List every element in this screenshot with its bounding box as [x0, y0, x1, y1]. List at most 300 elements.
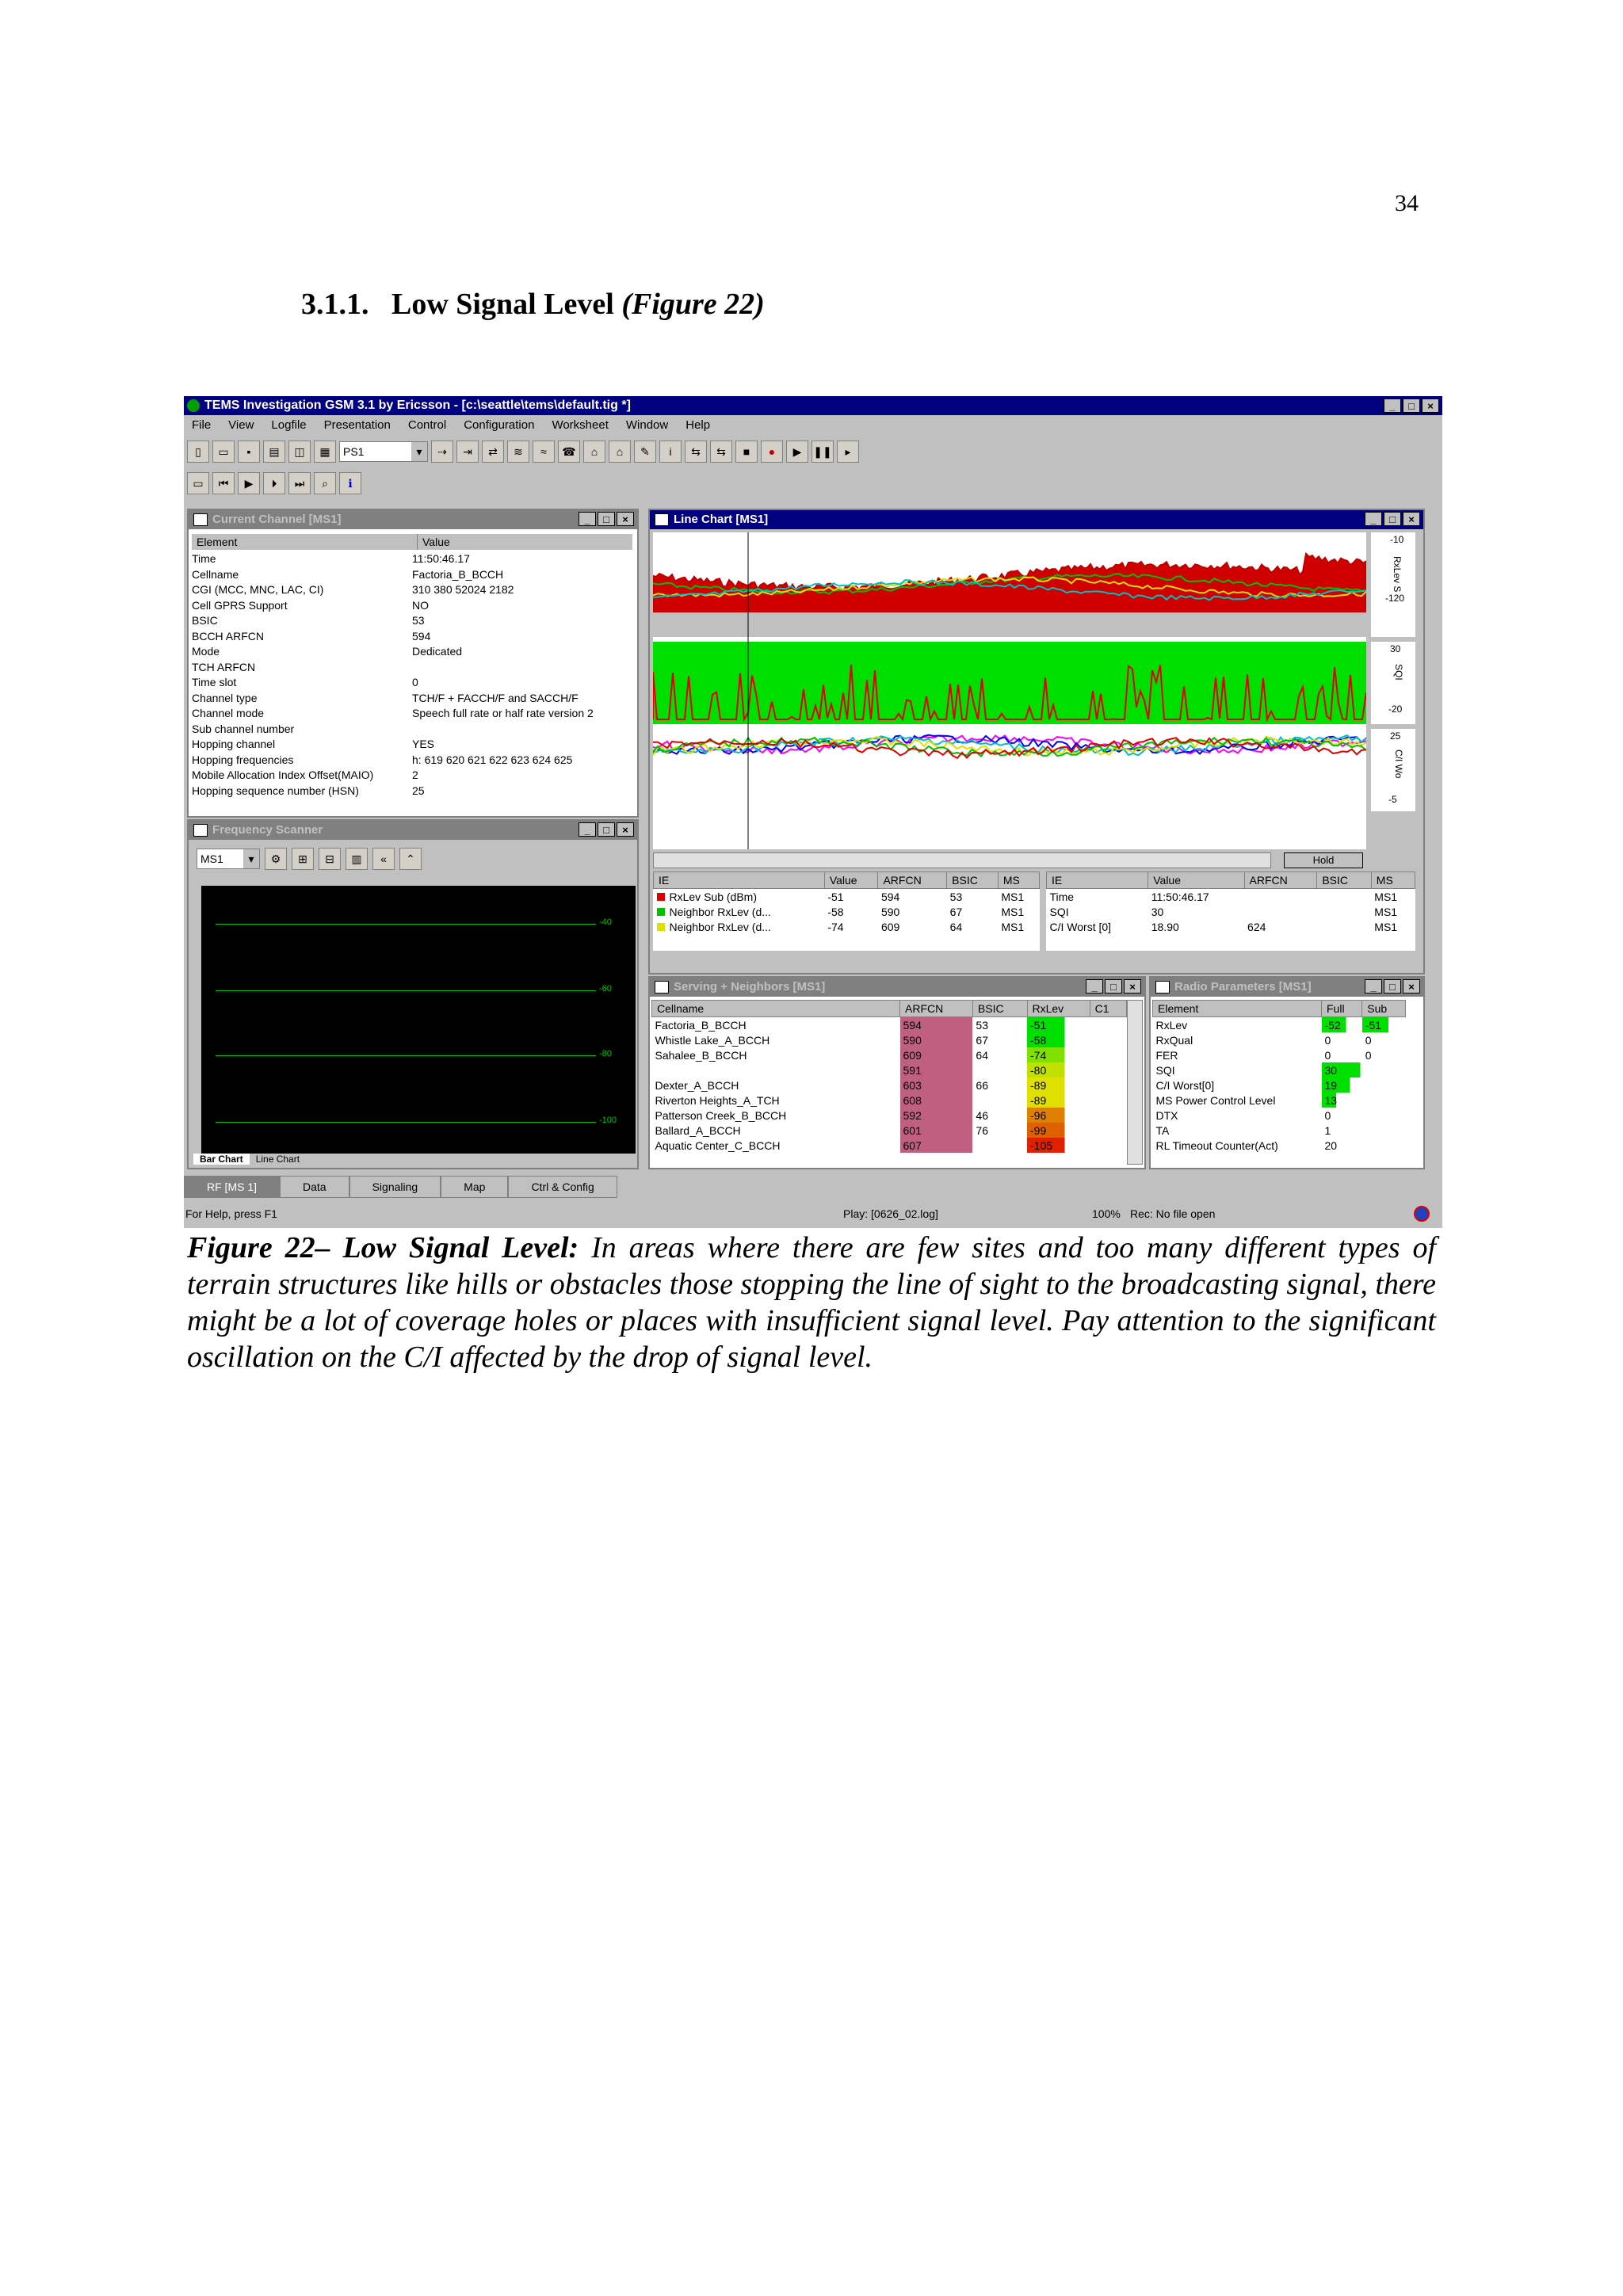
cell-arfcn: 594 — [900, 1017, 973, 1033]
minimize-button[interactable]: _ — [1384, 399, 1401, 413]
table-row[interactable] — [192, 753, 594, 769]
line-chart-title: Line Chart [MS1] — [674, 513, 769, 526]
legend-row[interactable] — [1047, 904, 1415, 919]
cell-name: Sahalee_B_BCCH — [655, 1048, 747, 1062]
row-element: Mode — [192, 645, 220, 658]
legend-row[interactable] — [654, 919, 1040, 934]
cell-name: Ballard_A_BCCH — [655, 1123, 741, 1137]
column-header-value[interactable]: Value — [824, 872, 878, 889]
current-channel-rows — [192, 551, 594, 799]
row-element: Mobile Allocation Index Offset(MAIO) — [192, 769, 374, 781]
fast-forward-icon[interactable]: ⏭ — [288, 472, 311, 494]
status-play: Play: [0626_02.log] — [843, 1207, 938, 1220]
column-header-bsic[interactable]: BSIC — [947, 872, 999, 889]
column-header-cellname[interactable]: Cellname — [652, 1001, 900, 1017]
table-row[interactable] — [192, 660, 594, 676]
page-number: 34 — [1395, 190, 1419, 216]
status-help: For Help, press F1 — [185, 1207, 277, 1220]
menu-bar — [184, 415, 1442, 434]
table-row[interactable] — [1153, 1108, 1406, 1123]
info-icon[interactable]: i — [659, 441, 682, 463]
param-name: RxQual — [1155, 1033, 1193, 1047]
menu-file[interactable]: File — [192, 418, 212, 432]
maximize-button[interactable]: □ — [1403, 399, 1420, 413]
close-button[interactable]: × — [617, 512, 634, 526]
table-row[interactable] — [192, 784, 594, 799]
ci-axis-label: C/I Wo — [1393, 749, 1404, 779]
sqi-axis-top: 30 — [1390, 643, 1401, 654]
cell-rxlev: -58 — [1027, 1032, 1090, 1047]
print-icon[interactable]: ▤ — [263, 441, 285, 463]
table-row[interactable] — [1153, 1138, 1406, 1153]
param-full: 1 — [1324, 1123, 1331, 1137]
menu-window[interactable]: Window — [625, 418, 669, 432]
row-element: Time slot — [192, 676, 237, 688]
param-sub — [1362, 1062, 1406, 1077]
menu-worksheet[interactable]: Worksheet — [552, 418, 609, 432]
maximize-button[interactable]: □ — [1105, 979, 1122, 994]
legend-ie — [1047, 889, 1148, 905]
tab-line-chart[interactable]: Line Chart — [255, 1154, 300, 1165]
legend-ms: MS1 — [1001, 890, 1025, 903]
figure-caption — [187, 1230, 1436, 1375]
swap-icon[interactable]: ⇄ — [482, 441, 504, 463]
table-row[interactable] — [192, 706, 594, 722]
legend-bsic — [1317, 889, 1371, 905]
current-channel-titlebar[interactable] — [189, 510, 637, 529]
cell-name — [652, 1062, 900, 1077]
list-item[interactable] — [652, 1077, 1127, 1093]
table-row[interactable] — [192, 567, 594, 583]
cell-arfcn: 603 — [900, 1077, 973, 1093]
legend-arfcn: 590 — [880, 905, 900, 918]
radio-parameters-titlebar[interactable] — [1151, 978, 1423, 997]
line-chart-legend-right — [1046, 871, 1415, 951]
cell-bsic: 46 — [976, 1108, 988, 1122]
legend-ie — [654, 919, 825, 934]
phone-icon[interactable]: ☎ — [558, 441, 580, 463]
column-header-arfcn[interactable]: ARFCN — [900, 1001, 973, 1017]
print-preview-icon[interactable]: ◫ — [288, 441, 311, 463]
row-element: Cellname — [192, 567, 239, 581]
legend-arfcn: 624 — [1247, 920, 1266, 933]
list-item[interactable] — [652, 1138, 1127, 1153]
legend-ie — [1047, 919, 1148, 934]
row-element: Time — [192, 552, 216, 565]
sqi-axis-label: SQI — [1393, 664, 1404, 681]
cell-bsic: 53 — [976, 1018, 988, 1032]
table-row[interactable] — [1153, 1062, 1406, 1077]
menu-logfile[interactable]: Logfile — [271, 418, 307, 432]
maximize-button[interactable]: □ — [598, 512, 615, 526]
minimize-button[interactable]: _ — [579, 822, 596, 837]
legend-ie-text: SQI — [1049, 905, 1069, 918]
app-screenshot — [184, 396, 1442, 1228]
param-full: 20 — [1324, 1138, 1338, 1152]
column-header-ms[interactable]: MS — [1371, 872, 1415, 889]
minimize-button[interactable]: _ — [1365, 512, 1382, 526]
scanner-plot-area — [201, 886, 636, 1154]
column-header-c1[interactable]: C1 — [1090, 1001, 1126, 1017]
rxlev-axis-label: RxLev S — [1392, 556, 1403, 593]
row-value: 0 — [412, 676, 418, 688]
table-row[interactable] — [192, 613, 594, 629]
double-chevron-left-icon[interactable]: « — [372, 848, 395, 870]
cell-name: Riverton Heights_A_TCH — [655, 1093, 780, 1107]
section-heading — [301, 287, 765, 322]
param-sub: -51 — [1362, 1017, 1406, 1033]
line-chart-scrollbar[interactable] — [653, 852, 1271, 868]
cell-c1 — [1090, 1047, 1126, 1062]
cell-name: Factoria_B_BCCH — [655, 1018, 747, 1032]
param-sub — [1362, 1077, 1406, 1093]
column-header-ie[interactable]: IE — [1047, 872, 1148, 889]
param-sub — [1362, 1123, 1406, 1138]
cell-name: Dexter_A_BCCH — [655, 1078, 739, 1092]
cell-rxlev: -80 — [1027, 1062, 1090, 1077]
list-item[interactable] — [652, 1123, 1127, 1138]
scan-icon[interactable]: ≋ — [507, 441, 529, 463]
table-row[interactable] — [192, 582, 594, 598]
table-row[interactable] — [192, 629, 594, 645]
minimize-button[interactable]: _ — [579, 512, 596, 526]
level-gridline — [216, 1055, 596, 1056]
chevron-down-icon[interactable]: ▾ — [411, 442, 427, 461]
tab-map[interactable]: Map — [441, 1176, 508, 1198]
row-value: 310 380 52024 2182 — [412, 583, 514, 596]
table-row[interactable] — [192, 768, 594, 784]
double-chevron-up-icon[interactable]: ⌃ — [399, 848, 422, 870]
line-chart-window — [648, 509, 1425, 974]
table-row[interactable] — [1153, 1093, 1406, 1108]
table-row[interactable] — [1153, 1123, 1406, 1138]
scanner-zoom-out-icon[interactable]: ⊟ — [319, 848, 341, 870]
new-file-icon[interactable]: ▯ — [187, 441, 209, 463]
column-header-bsic[interactable]: BSIC — [1317, 872, 1371, 889]
scanner-toolbar — [197, 848, 422, 870]
param-full: 13 — [1322, 1093, 1362, 1108]
level-gridline — [216, 990, 596, 991]
step-forward-icon[interactable]: ⏵ — [263, 472, 285, 494]
row-element: Channel mode — [192, 707, 265, 719]
column-header-value[interactable]: Value — [1148, 872, 1244, 889]
rxlev-axis — [1371, 532, 1415, 637]
table-row[interactable] — [192, 691, 594, 707]
row-element: Hopping frequencies — [192, 753, 294, 766]
cell-arfcn: 590 — [900, 1032, 973, 1047]
cell-arfcn: 607 — [900, 1138, 973, 1153]
list-item[interactable] — [652, 1108, 1127, 1123]
status-zoom: 100% — [1092, 1207, 1121, 1220]
unlock-icon[interactable]: ⌂ — [609, 441, 631, 463]
param-full: 30 — [1322, 1062, 1362, 1077]
heading-text: Low Signal Level — [391, 288, 614, 321]
ci-axis-bottom: -5 — [1388, 794, 1397, 805]
column-header-arfcn[interactable]: ARFCN — [878, 872, 947, 889]
level-label: -80 — [599, 1049, 612, 1058]
frequency-scanner-window — [187, 819, 639, 1169]
param-sub — [1362, 1138, 1406, 1153]
row-value: 11:50:46.17 — [412, 552, 470, 565]
menu-control[interactable]: Control — [407, 418, 447, 432]
cell-rxlev: -105 — [1027, 1138, 1090, 1153]
row-value: TCH/F + FACCH/F and SACCH/F — [412, 691, 579, 704]
cell-rxlev: -89 — [1027, 1093, 1090, 1108]
lock-icon[interactable]: ⌂ — [583, 441, 605, 463]
minimize-button[interactable]: _ — [1086, 979, 1103, 994]
open-logfile-icon[interactable]: ▭ — [187, 472, 209, 494]
row-element: Channel type — [192, 691, 258, 704]
cell-arfcn: 591 — [900, 1062, 973, 1077]
play-icon[interactable]: ▶ — [786, 441, 808, 463]
legend-bsic — [1317, 919, 1371, 934]
route-icon[interactable]: ⇆ — [685, 441, 707, 463]
param-full: 19 — [1322, 1077, 1362, 1093]
legend-arfcn — [1244, 904, 1317, 919]
cell-arfcn: 601 — [900, 1123, 973, 1138]
table-row[interactable] — [1153, 1047, 1406, 1062]
cell-arfcn: 608 — [900, 1093, 973, 1108]
column-header-bsic[interactable]: BSIC — [972, 1001, 1027, 1017]
list-item[interactable] — [652, 1062, 1127, 1077]
bar-chart-icon[interactable]: ▥ — [346, 848, 368, 870]
current-channel-window — [187, 509, 639, 818]
pause-icon[interactable]: ❚❚ — [812, 441, 834, 463]
cell-rxlev: -74 — [1027, 1047, 1090, 1062]
series-swatch — [657, 893, 665, 901]
scanner-ms-combo[interactable] — [197, 849, 260, 869]
about-icon[interactable]: ℹ — [339, 472, 361, 494]
row-element: CGI (MCC, MNC, LAC, CI) — [192, 583, 324, 596]
frequency-scanner-titlebar[interactable] — [189, 821, 637, 840]
close-button[interactable]: × — [1124, 979, 1141, 994]
legend-row[interactable] — [654, 889, 1040, 905]
legend-ms: MS1 — [1001, 920, 1025, 933]
cell-rxlev: -99 — [1027, 1123, 1090, 1138]
level-label: -60 — [599, 984, 612, 994]
param-full: 0 — [1324, 1108, 1331, 1122]
main-toolbar — [187, 437, 859, 466]
param-name: FER — [1155, 1048, 1178, 1062]
row-element: Hopping sequence number (HSN) — [192, 784, 359, 797]
table-icon — [193, 513, 208, 526]
legend-value: -74 — [827, 920, 844, 933]
heading-number: 3.1.1. — [301, 288, 369, 321]
legend-ie-text: Time — [1049, 890, 1075, 903]
legend-ie-text: Neighbor RxLev (d... — [669, 920, 771, 933]
equipment-combo[interactable] — [339, 441, 428, 462]
column-header-element[interactable]: Element — [192, 534, 418, 550]
cell-bsic — [972, 1062, 1027, 1077]
row-element: Cell GPRS Support — [192, 598, 288, 612]
legend-value: -51 — [827, 890, 844, 903]
column-header-rxlev[interactable]: RxLev — [1027, 1001, 1090, 1017]
serving-neighbors-titlebar[interactable] — [650, 978, 1144, 997]
param-name: C/I Worst[0] — [1155, 1078, 1215, 1092]
column-header-value[interactable]: Value — [422, 536, 450, 548]
param-sub — [1362, 1108, 1406, 1123]
table-row[interactable] — [1153, 1077, 1406, 1093]
column-header-ms[interactable]: MS — [998, 872, 1039, 889]
line-chart-plots — [653, 532, 1366, 849]
legend-ie-text: Neighbor RxLev (d... — [669, 905, 771, 918]
stop-icon[interactable]: ■ — [735, 441, 758, 463]
step-icon[interactable]: ▸ — [837, 441, 859, 463]
properties-icon[interactable]: ▦ — [314, 441, 336, 463]
menu-view[interactable]: View — [228, 418, 254, 432]
heading-figure-ref: (Figure 22) — [621, 288, 765, 321]
list-item[interactable] — [652, 1047, 1127, 1062]
close-button[interactable]: × — [617, 822, 634, 837]
tab-rf[interactable]: RF [MS 1] — [184, 1176, 280, 1198]
app-titlebar[interactable] — [184, 396, 1442, 415]
table-row[interactable] — [192, 551, 594, 567]
cell-c1 — [1090, 1138, 1126, 1153]
table-row[interactable] — [1153, 1032, 1406, 1047]
cell-arfcn: 592 — [900, 1108, 973, 1123]
legend-ie-text: C/I Worst [0] — [1049, 920, 1112, 933]
close-button[interactable]: × — [1403, 979, 1420, 994]
cell-bsic: 76 — [976, 1123, 988, 1137]
close-button[interactable]: × — [1422, 399, 1439, 413]
disconnect-icon[interactable]: ⇥ — [456, 441, 479, 463]
column-header-sub[interactable]: Sub — [1362, 1001, 1406, 1017]
scanner-ms-value: MS1 — [200, 852, 223, 865]
row-value: h: 619 620 621 622 623 624 625 — [412, 753, 573, 766]
legend-row[interactable] — [1047, 889, 1415, 905]
scanner-settings-icon[interactable]: ⚙ — [265, 848, 287, 870]
globe-icon — [1414, 1206, 1430, 1222]
param-name: MS Power Control Level — [1155, 1093, 1276, 1107]
tab-ctrl-config[interactable]: Ctrl & Config — [508, 1176, 617, 1198]
cell-c1 — [1090, 1108, 1126, 1123]
cell-c1 — [1090, 1032, 1126, 1047]
row-value: 2 — [412, 769, 418, 781]
maximize-button[interactable]: □ — [1384, 512, 1401, 526]
tab-bar-chart[interactable]: Bar Chart — [193, 1154, 250, 1165]
ci-axis-top: 25 — [1390, 730, 1401, 742]
row-element: Sub channel number — [192, 722, 295, 735]
scanner-zoom-in-icon[interactable]: ⊞ — [292, 848, 314, 870]
table-row[interactable] — [1153, 1017, 1406, 1033]
chevron-down-icon[interactable]: ▾ — [243, 849, 259, 868]
column-header-element[interactable]: Element — [1153, 1001, 1322, 1017]
column-header-arfcn[interactable]: ARFCN — [1244, 872, 1317, 889]
menu-presentation[interactable]: Presentation — [323, 418, 391, 432]
chart-icon — [655, 513, 669, 526]
row-value: 25 — [412, 784, 425, 797]
rewind-icon[interactable]: ⏮ — [212, 472, 235, 494]
serving-neighbors-scrollbar[interactable] — [1127, 1000, 1143, 1165]
table-row[interactable] — [192, 737, 594, 753]
param-full: -52 — [1322, 1017, 1362, 1033]
table-row[interactable] — [192, 644, 594, 660]
column-header-full[interactable]: Full — [1322, 1001, 1362, 1017]
save-icon[interactable]: ▪ — [238, 441, 260, 463]
cell-rxlev: -96 — [1027, 1108, 1090, 1123]
row-value: YES — [412, 738, 435, 750]
legend-ms: MS1 — [1374, 905, 1398, 918]
connect-icon[interactable]: ⇢ — [431, 441, 453, 463]
hold-button[interactable]: Hold — [1284, 852, 1363, 868]
play-log-icon[interactable]: ▶ — [238, 472, 260, 494]
cell-name: Whistle Lake_A_BCCH — [655, 1033, 770, 1047]
maximize-button[interactable]: □ — [598, 822, 615, 837]
record-icon[interactable]: ● — [761, 441, 783, 463]
legend-arfcn: 594 — [880, 890, 900, 903]
legend-value: 30 — [1151, 905, 1164, 918]
legend-ms: MS1 — [1001, 905, 1025, 918]
close-button[interactable]: × — [1403, 512, 1420, 526]
cell-c1 — [1090, 1062, 1126, 1077]
menu-configuration[interactable]: Configuration — [464, 418, 535, 432]
app-title: TEMS Investigation GSM 3.1 by Ericsson - [c:\seattle\tems\default.tig *] — [204, 399, 631, 412]
frequency-scanner-title: Frequency Scanner — [212, 823, 323, 837]
search-log-icon[interactable]: ⌕ — [314, 472, 336, 494]
list-item[interactable] — [652, 1032, 1127, 1047]
line-chart-legend-left — [653, 871, 1040, 951]
param-name: RL Timeout Counter(Act) — [1155, 1138, 1278, 1152]
tab-data[interactable]: Data — [280, 1176, 349, 1198]
current-channel-header — [192, 534, 632, 550]
column-header-ie[interactable]: IE — [654, 872, 825, 889]
param-name: TA — [1155, 1123, 1170, 1137]
list-item[interactable] — [652, 1017, 1127, 1033]
open-folder-icon[interactable]: ▭ — [212, 441, 235, 463]
list-item[interactable] — [652, 1093, 1127, 1108]
legend-ms: MS1 — [1374, 920, 1398, 933]
table-row[interactable] — [192, 598, 594, 614]
menu-help[interactable]: Help — [685, 418, 711, 432]
route2-icon[interactable]: ⇆ — [710, 441, 732, 463]
cell-bsic — [972, 1093, 1027, 1108]
scan-stop-icon[interactable]: ≈ — [533, 441, 555, 463]
tab-signaling[interactable]: Signaling — [349, 1176, 441, 1198]
row-element: BSIC — [192, 614, 218, 627]
row-value: Factoria_B_BCCH — [412, 567, 504, 581]
cell-c1 — [1090, 1093, 1126, 1108]
cell-bsic: 66 — [976, 1078, 988, 1092]
param-name: SQI — [1155, 1063, 1175, 1077]
rxlev-axis-bottom: -120 — [1385, 593, 1405, 604]
legend-value: -58 — [827, 905, 844, 918]
edit-icon[interactable]: ✎ — [634, 441, 656, 463]
param-name: DTX — [1155, 1108, 1178, 1122]
level-label: -40 — [599, 917, 612, 927]
row-value: 53 — [412, 614, 425, 627]
rxlev-plot-band — [653, 612, 1366, 637]
caption-label: Figure 22– Low Signal Level: — [187, 1231, 579, 1264]
cell-rxlev: -89 — [1027, 1077, 1090, 1093]
serving-neighbors-window — [648, 976, 1146, 1169]
param-sub: 0 — [1365, 1048, 1372, 1062]
legend-row[interactable] — [654, 904, 1040, 919]
legend-row[interactable] — [1047, 919, 1415, 934]
param-sub — [1362, 1093, 1406, 1108]
minimize-button[interactable]: _ — [1365, 979, 1382, 994]
row-element: BCCH ARFCN — [192, 629, 265, 643]
maximize-button[interactable]: □ — [1384, 979, 1401, 994]
table-row[interactable] — [192, 722, 594, 738]
legend-ie — [654, 904, 825, 919]
rxlev-axis-top: -10 — [1390, 534, 1404, 545]
line-chart-titlebar[interactable] — [650, 510, 1423, 529]
table-row[interactable] — [192, 675, 594, 691]
param-sub: 0 — [1365, 1033, 1372, 1047]
table-icon — [655, 981, 669, 994]
legend-bsic: 53 — [949, 890, 963, 903]
legend-value: 18.90 — [1151, 920, 1179, 933]
